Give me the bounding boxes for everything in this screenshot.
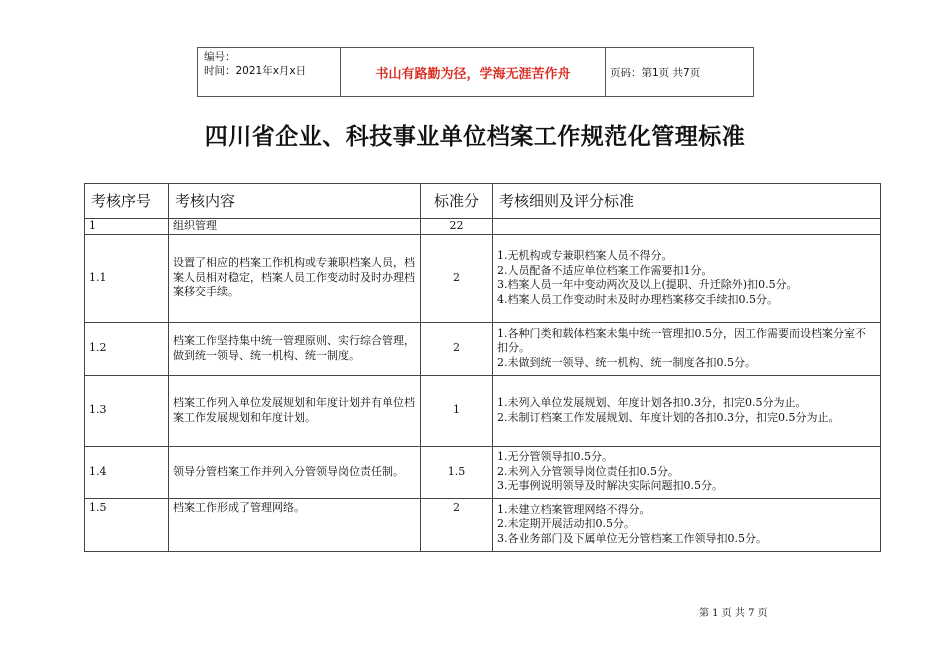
detail-line: 1.各种门类和载体档案未集中统一管理扣0.5分，因工作需要而设档案分室不扣分。 bbox=[497, 326, 866, 355]
row-number: 1.4 bbox=[85, 446, 169, 498]
row-score: 2 bbox=[421, 498, 493, 551]
detail-line: 2.未定期开展活动扣0.5分。 bbox=[497, 517, 635, 531]
row-score: 2 bbox=[421, 234, 493, 322]
detail-line: 3.档案人员一年中变动两次及以上(提职、升迁除外)扣0.5分。 bbox=[497, 278, 798, 291]
table-row bbox=[85, 234, 881, 322]
detail-line: 3.无事例说明领导及时解决实际问题扣0.5分。 bbox=[497, 479, 723, 493]
header-cell-details: 考核细则及评分标准 bbox=[493, 184, 881, 219]
detail-line: 1.未列入单位发展规划、年度计划各扣0.3分，扣完0.5分为止。 bbox=[497, 396, 807, 409]
row-details bbox=[493, 322, 881, 375]
row-number: 1.5 bbox=[85, 498, 169, 551]
header-cell-score: 标准分 bbox=[421, 184, 493, 219]
row-number: 1 bbox=[85, 219, 169, 235]
detail-line: 1.无机构或专兼职档案人员不得分。 bbox=[497, 249, 673, 262]
row-score: 1 bbox=[421, 375, 493, 446]
row-number: 1.2 bbox=[85, 322, 169, 375]
document-header-box bbox=[197, 47, 754, 97]
row-details bbox=[493, 446, 881, 498]
row-score: 1.5 bbox=[421, 446, 493, 498]
detail-line: 2.未做到统一领导、统一机构、统一制度各扣0.5分。 bbox=[497, 355, 756, 369]
row-content: 领导分管档案工作并列入分管领导岗位责任制。 bbox=[169, 446, 421, 498]
table-row bbox=[85, 322, 881, 375]
row-score: 22 bbox=[421, 219, 493, 235]
detail-line: 4.档案人员工作变动时未及时办理档案移交手续扣0.5分。 bbox=[497, 292, 778, 306]
time-label: 时间：2021年x月x日 bbox=[204, 65, 307, 77]
detail-line: 2.未制订档案工作发展规划、年度计划的各扣0.3分，扣完0.5分为止。 bbox=[497, 410, 840, 424]
table-row bbox=[85, 498, 881, 551]
header-cell-number: 考核序号 bbox=[85, 184, 169, 219]
row-number: 1.1 bbox=[85, 234, 169, 322]
row-content: 档案工作坚持集中统一管理原则、实行综合管理，做到统一领导、统一机构、统一制度。 bbox=[169, 322, 421, 375]
row-details bbox=[493, 219, 881, 235]
header-cell-content: 考核内容 bbox=[169, 184, 421, 219]
detail-line: 3.各业务部门及下属单位无分管档案工作领导扣0.5分。 bbox=[497, 531, 767, 545]
standards-table bbox=[84, 183, 881, 552]
number-label: 编号： bbox=[204, 51, 236, 63]
row-content: 设置了相应的档案工作机构或专兼职档案人员，档案人员相对稳定，档案人员工作变动时及时办理档案移交手续。 bbox=[169, 234, 421, 322]
row-details bbox=[493, 498, 881, 551]
row-details bbox=[493, 375, 881, 446]
row-content: 组织管理 bbox=[169, 219, 421, 235]
table-row bbox=[85, 446, 881, 498]
detail-line: 1.无分管领导扣0.5分。 bbox=[497, 450, 613, 464]
document-title: 四川省企业、科技事业单位档案工作规范化管理标准 bbox=[204, 124, 746, 150]
row-content: 档案工作形成了管理网络。 bbox=[169, 498, 421, 551]
header-page-label: 页码：第1页 共7页 bbox=[610, 66, 701, 79]
detail-line: 1.未建立档案管理网络不得分。 bbox=[497, 502, 651, 516]
header-meta bbox=[198, 48, 341, 96]
table-row bbox=[85, 375, 881, 446]
header-motto: 书山有路勤为径，学海无涯苦作舟 bbox=[341, 48, 606, 96]
row-details bbox=[493, 234, 881, 322]
row-number: 1.3 bbox=[85, 375, 169, 446]
row-content: 档案工作列入单位发展规划和年度计划并有单位档案工作发展规划和年度计划。 bbox=[169, 375, 421, 446]
detail-line: 2.未列入分管领导岗位责任扣0.5分。 bbox=[497, 464, 679, 478]
row-score: 2 bbox=[421, 322, 493, 375]
table-header-row bbox=[85, 184, 881, 219]
detail-line: 2.人员配备不适应单位档案工作需要扣1分。 bbox=[497, 263, 713, 277]
page-footer: 第 1 页 共 7 页 bbox=[699, 608, 768, 619]
table-row bbox=[85, 219, 881, 235]
